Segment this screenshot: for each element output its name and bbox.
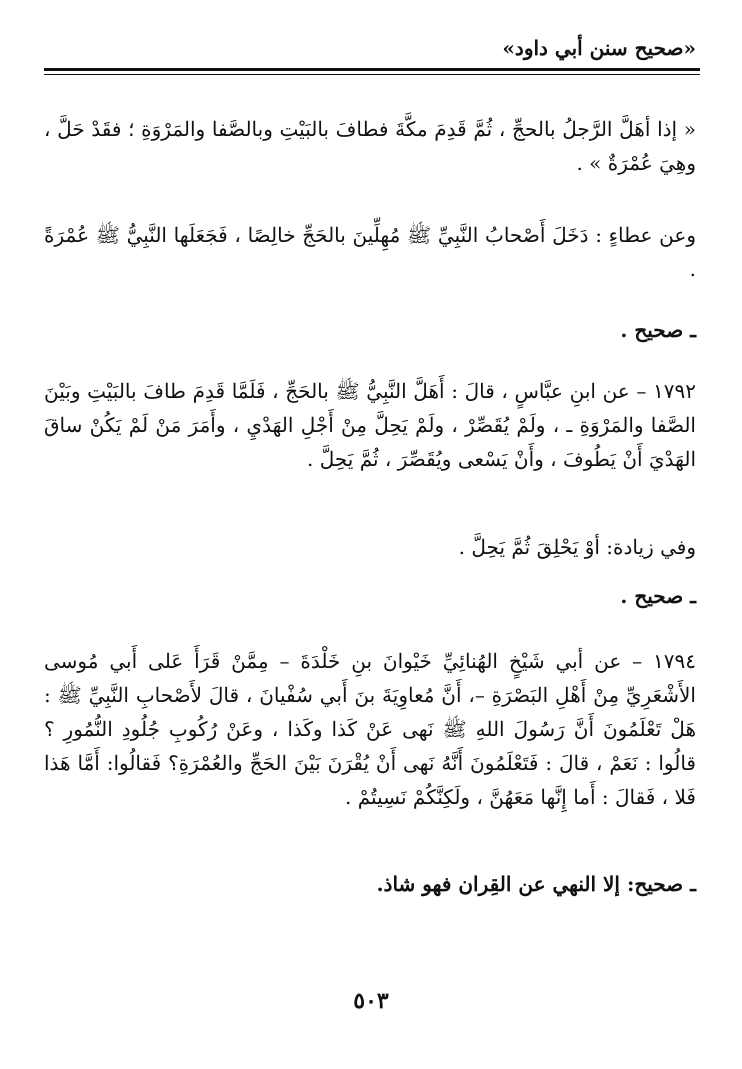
grade-label-3: ـ صحيح: إلا النهي عن القِران فهو شاذ. [376, 872, 696, 896]
paragraph-hadith-continuation: « إذا أهَلَّ الرَّجلُ بالحجِّ ، ثُمَّ قَدِمَ مكَّةَ فطافَ بالبَيْتِ وبالصَّفا والمَرْوَةِ ؛ فقَدْ حَلَّ ، وهِيَ عُمْرَةٌ » . [44, 117, 696, 175]
header-rule-thin [44, 74, 700, 75]
page-number: ٥٠٣ [353, 988, 389, 1014]
grade-label-1: ـ صحيح . [620, 318, 696, 342]
paragraph-ata-narration: وعن عطاءٍ : دَخَلَ أَصْحابُ النَّبِيِّ ﷺ مُهِلِّينَ بالحَجِّ خالِصًا ، فَجَعَلَها النَّبِيُّ ﷺ عُمْرَةً . [44, 223, 696, 281]
header-rule-thick [44, 68, 700, 71]
paragraph-hadith-1792: ١٧٩٢ – عن ابنِ عبَّاسٍ ، قالَ : أَهَلَّ النَّبِيُّ ﷺ بالحَجِّ ، فَلَمَّا قَدِمَ طافَ بالبَيْتِ وبَيْنَ الصَّفا والمَرْوَةِ ـ ، ولَمْ يُقَصِّرْ ، ولَمْ يَحِلَّ مِنْ أَجْلِ الهَدْيِ ، وأَمَرَ مَنْ لَمْ يَكُنْ ساقَ الهَدْيَ أَنْ يَطُوفَ ، وأَنْ يَسْعى ويُقَصِّرَ ، ثُمَّ يَحِلَّ . [44, 379, 696, 471]
paragraph-hadith-1794: ١٧٩٤ – عن أبي شَيْخٍ الهُنائِيِّ خَيْوانَ بنِ خَلْدَةَ – مِمَّنْ قَرَأَ عَلى أَبي مُوسى الأَشْعَرِيِّ مِنْ أَهْلِ البَصْرَةِ –، أَنَّ مُعاوِيَةَ بنَ أَبي سُفْيانَ ، قالَ لأَصْحابِ النَّبِيِّ ﷺ : هَلْ تَعْلَمُونَ أَنَّ رَسُولَ اللهِ ﷺ نَهى عَنْ كَذا وكَذا ، وعَنْ رُكُوبِ جُلُودِ النُّمُورِ ؟ قالُوا : نَعَمْ ، قالَ : فَتَعْلَمُونَ أَنَّهُ نَهى أَنْ يُقْرَنَ بَيْنَ الحَجِّ والعُمْرَةِ؟ فَقالُوا: أَمَّا هَذا فَلا ، فَقالَ : أَما إِنَّها مَعَهُنَّ ، ولَكِنَّكُمْ نَسِيتُمْ . [44, 649, 696, 809]
running-header-title: «صحيح سنن أبي داود» [502, 36, 696, 60]
paragraph-additional-narration: وفي زيادة: أوْ يَحْلِقَ ثُمَّ يَحِلَّ . [458, 535, 696, 559]
grade-label-2: ـ صحيح . [620, 584, 696, 608]
